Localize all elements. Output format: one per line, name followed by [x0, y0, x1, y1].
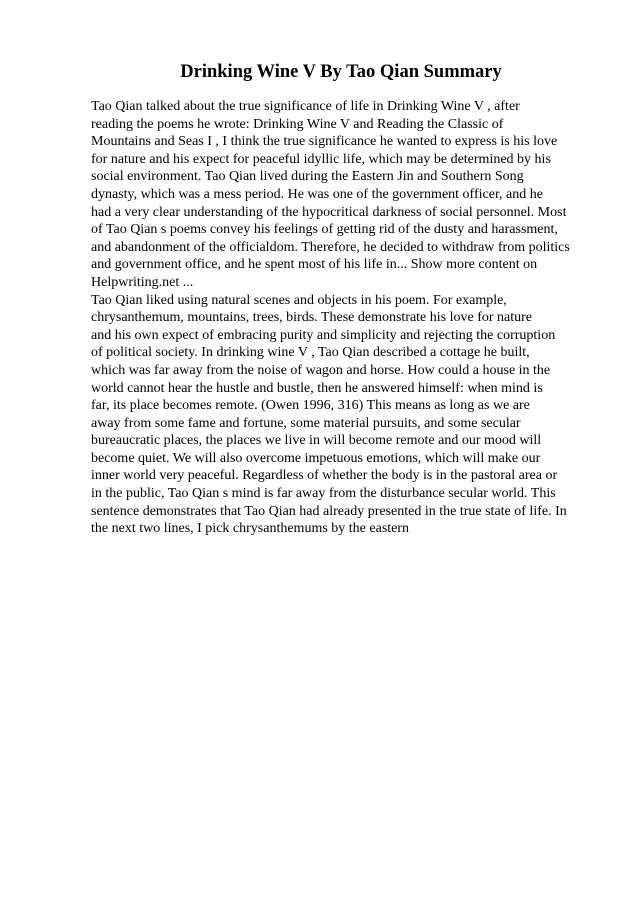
- body-line: in the public, Tao Qian s mind is far away from the disturbance secular world. This: [91, 486, 556, 502]
- body-line: Tao Qian liked using natural scenes and objects in his poem. For example,: [91, 292, 507, 308]
- body-line: for nature and his expect for peaceful idyllic life, which may be determined by his: [91, 151, 551, 167]
- body-line: and government office, and he spent most of his life in... Show more content on: [91, 257, 538, 273]
- body-line: sentence demonstrates that Tao Qian had already presented in the true state of life. In: [91, 503, 567, 519]
- body-line: dynasty, which was a mess period. He was one of the government officer, and he: [91, 186, 543, 202]
- body-line: far, its place becomes remote. (Owen 1996, 316) This means as long as we are: [91, 398, 530, 414]
- body-line: become quiet. We will also overcome impetuous emotions, which will make our: [91, 450, 541, 466]
- body-line: world cannot hear the hustle and bustle, then he answered himself: when mind is: [91, 380, 543, 396]
- body-line: Mountains and Seas I , I think the true significance he wanted to express is his love: [91, 134, 558, 150]
- document-body: [91, 98, 591, 538]
- body-line: of political society. In drinking wine V , Tao Qian described a cottage he built,: [91, 345, 530, 361]
- document-title: Drinking Wine V By Tao Qian Summary: [180, 62, 502, 82]
- body-line: bureaucratic places, the places we live in will become remote and our mood will: [91, 433, 542, 449]
- body-line: of Tao Qian s poems convey his feelings of getting rid of the dusty and harassment,: [91, 222, 558, 238]
- body-line: social environment. Tao Qian lived during the Eastern Jin and Southern Song: [91, 169, 524, 185]
- body-line: which was far away from the noise of wagon and horse. How could a house in the: [91, 362, 551, 378]
- body-line: reading the poems he wrote: Drinking Wine V and Reading the Classic of: [91, 116, 504, 132]
- body-line: away from some fame and fortune, some material pursuits, and some secular: [91, 415, 521, 431]
- body-line: chrysanthemum, mountains, trees, birds. These demonstrate his love for nature: [91, 310, 533, 326]
- body-line: inner world very peaceful. Regardless of whether the body is in the pastoral area or: [91, 468, 558, 484]
- body-line: Tao Qian talked about the true significance of life in Drinking Wine V , after: [91, 99, 520, 114]
- body-line: and abandonment of the officialdom. Therefore, he decided to withdraw from politics: [91, 239, 570, 255]
- body-line: Helpwriting.net ...: [91, 274, 194, 290]
- body-line: had a very clear understanding of the hypocritical darkness of social personnel. Most: [91, 204, 567, 220]
- body-line: and his own expect of embracing purity and simplicity and rejecting the corruption: [91, 327, 556, 343]
- body-line: the next two lines, I pick chrysanthemums by the eastern: [91, 521, 410, 537]
